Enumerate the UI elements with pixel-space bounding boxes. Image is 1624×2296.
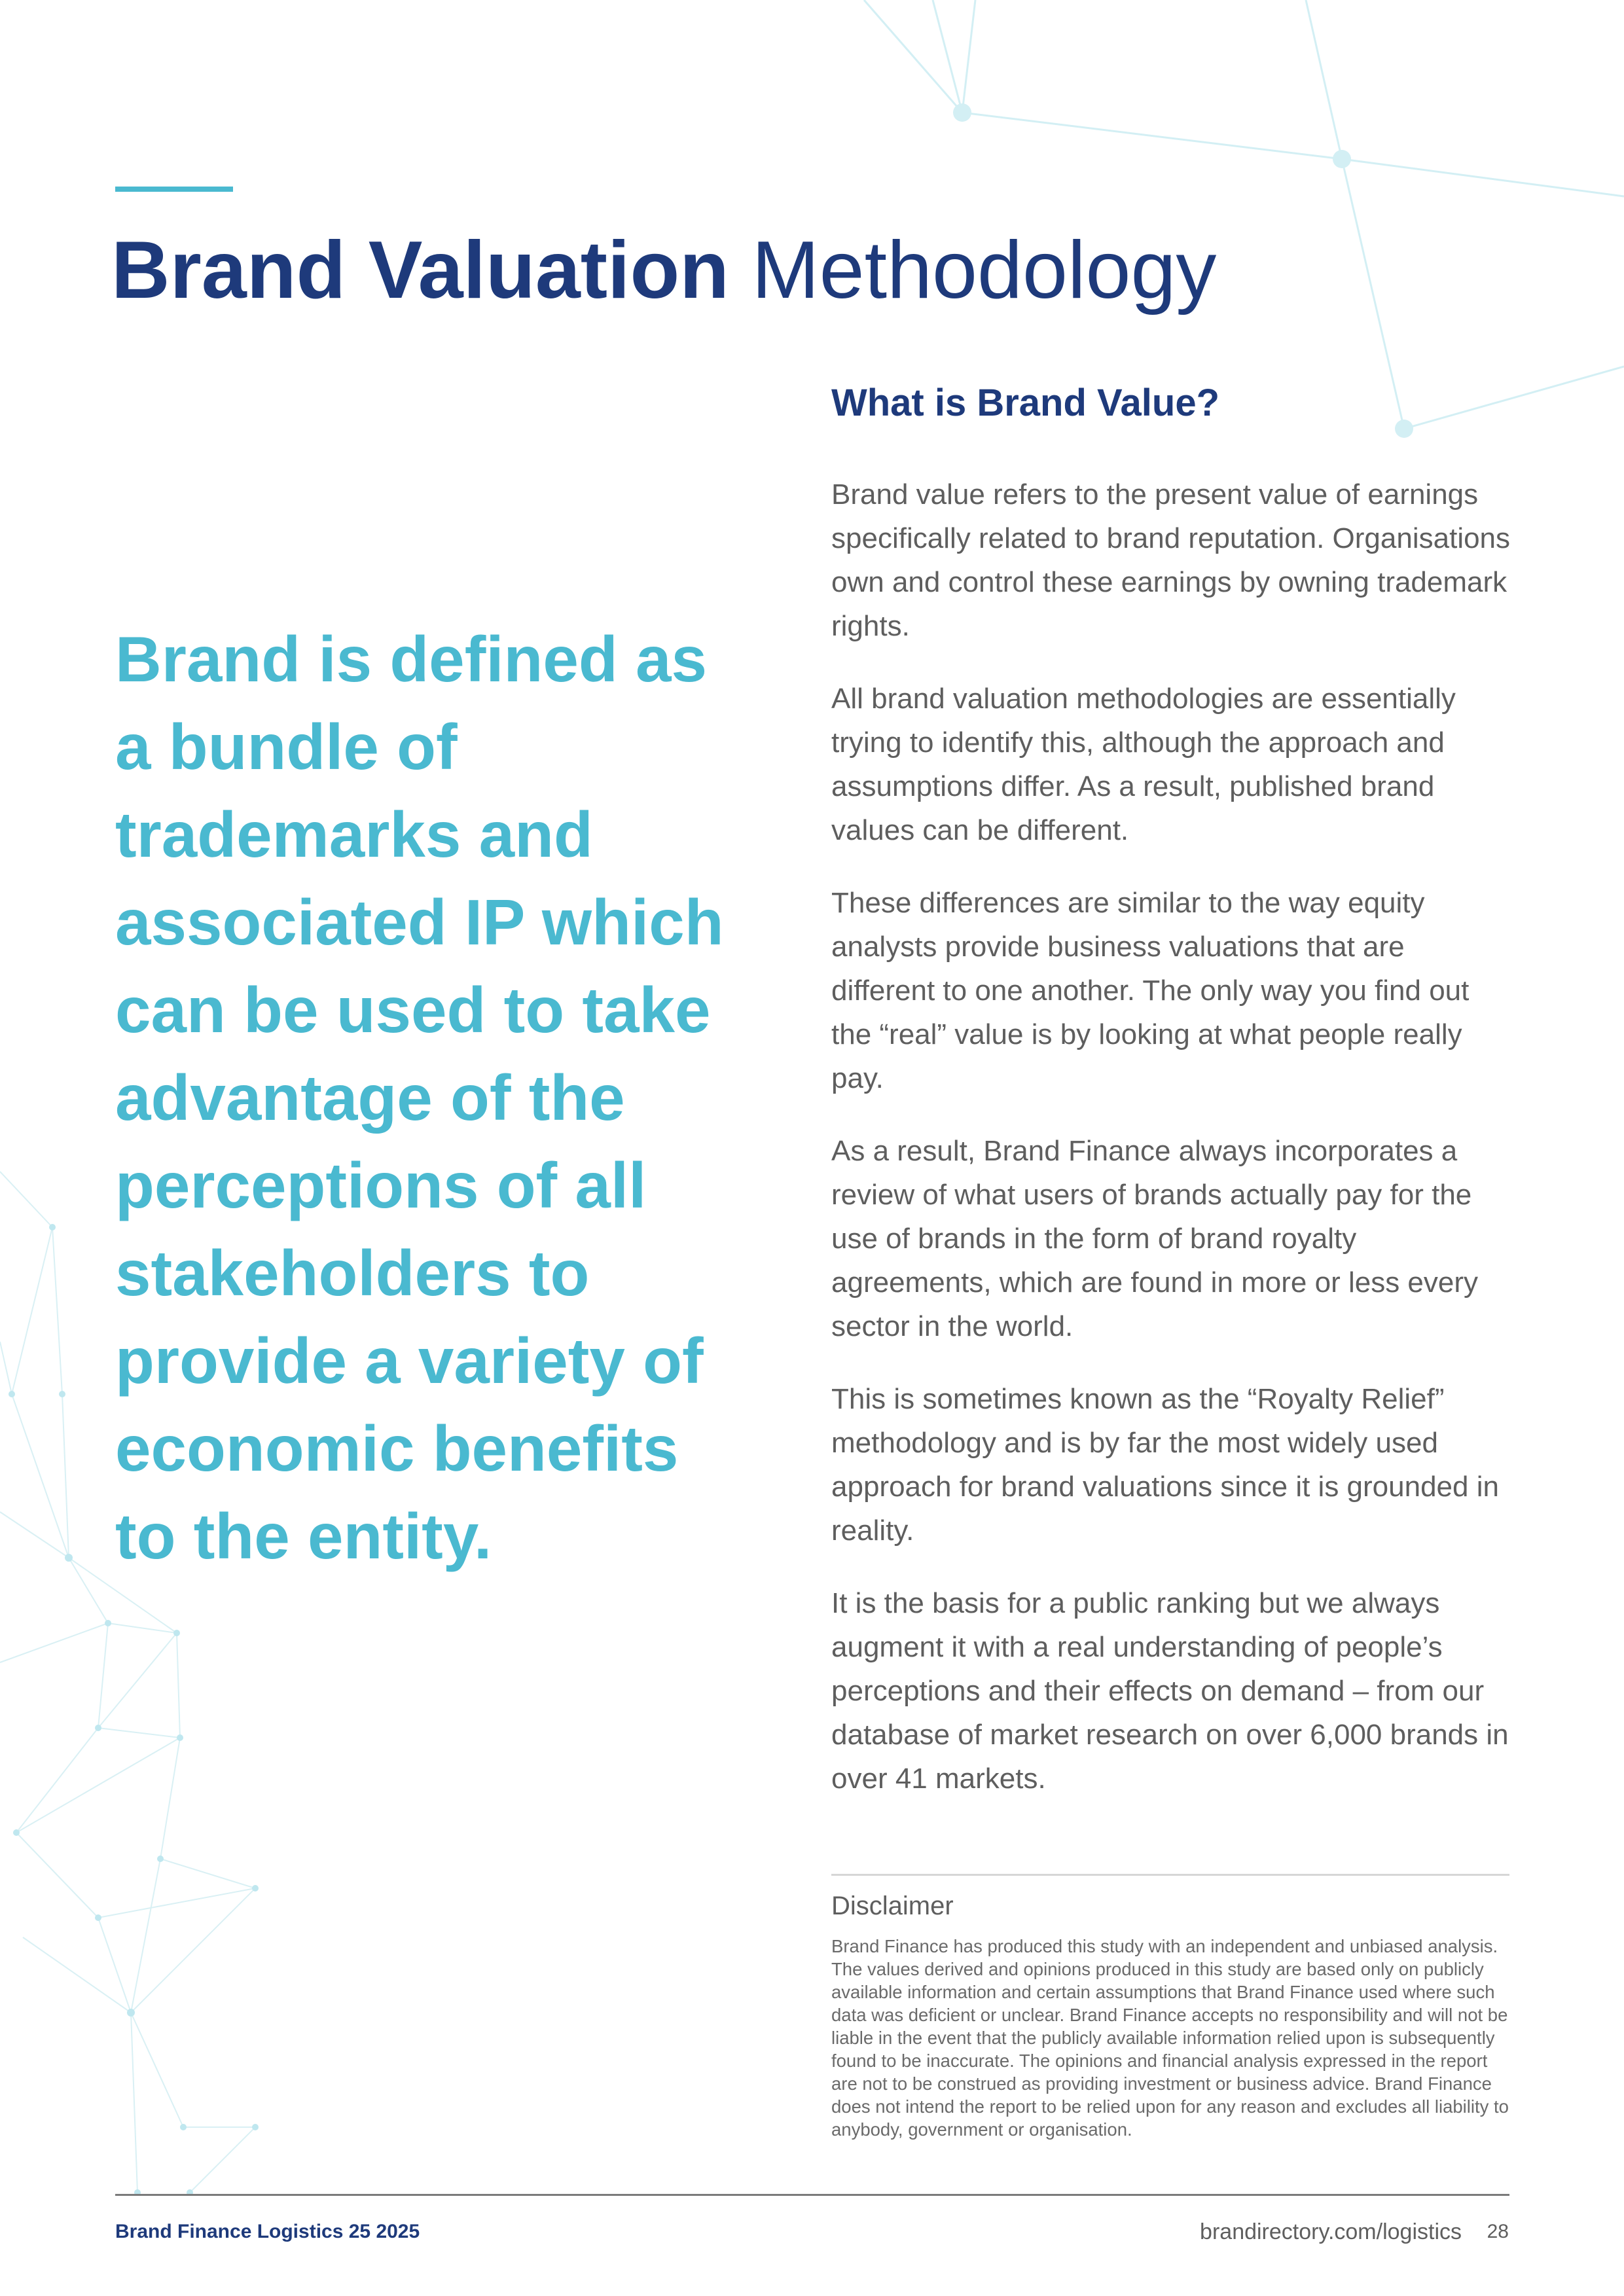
body-paragraph-6: It is the basis for a public ranking but we always augment it with a real understanding of people’s perceptions and their effects on demand – from our database of market research on over 6,000 brands in over 41 markets. <box>831 1587 1509 1795</box>
page-title-regular: Methodology <box>751 225 1217 315</box>
disclaimer-title: Disclaimer <box>831 1892 954 1920</box>
footer-divider <box>115 2194 1509 2196</box>
disclaimer-divider <box>831 1874 1509 1876</box>
footer-url-link[interactable]: brandirectory.com/logistics <box>1200 2219 1462 2244</box>
title-accent-bar <box>115 187 233 192</box>
disclaimer-text: Brand Finance has produced this study with an independent and unbiased analysis. The values derived and opinions produced in this study are based only on publicly available information and certain assumptions that Brand Finance used where such data was deficient or unclear. Brand Finance accepts no responsibility and will not be liable in the event that the publicly available information relied upon is subsequently found to be inaccurate. The opinions and financial analysis expressed in the report are not to be construed as providing investment or business advice. Brand Finance does not intend the report to be relied upon for any reason and excludes all liability to anybody, government or organisation. <box>831 1936 1509 2140</box>
section-heading: What is Brand Value? <box>831 382 1219 424</box>
body-paragraph-4: As a result, Brand Finance always incorporates a review of what users of brands actually pay for the use of brands in the form of brand royalty agreements, which are found in more or less every sector in the world. <box>831 1135 1479 1342</box>
body-paragraph-3: These differences are similar to the way equity analysts provide business valuations that are different to one another. The only way you find out the “real” value is by looking at what people really pay. <box>831 887 1470 1094</box>
main-column <box>831 373 1512 1829</box>
page-title <box>111 221 1216 319</box>
footer-publication: Brand Finance Logistics 25 2025 <box>115 2221 420 2242</box>
page-title-bold: Brand Valuation <box>111 225 729 315</box>
body-paragraph-5: This is sometimes known as the “Royalty Relief” methodology and is by far the most widely used approach for brand valuations since it is grounded in reality. <box>831 1383 1499 1547</box>
body-paragraph-2: All brand valuation methodologies are essentially trying to identify this, although the approach and assumptions differ. As a result, published brand values can be different. <box>831 683 1456 846</box>
body-paragraph-1: Brand value refers to the present value of earnings specifically related to brand reputation. Organisations own and control these earnings by owning trademark rights. <box>831 478 1511 642</box>
page-number: 28 <box>1487 2221 1509 2242</box>
pull-quote: Brand is defined as a bundle of trademarks and associated IP which can be used to take advantage of the perceptions of all stakeholders to provide a variety of economic benefits to the entity. <box>115 623 724 1572</box>
